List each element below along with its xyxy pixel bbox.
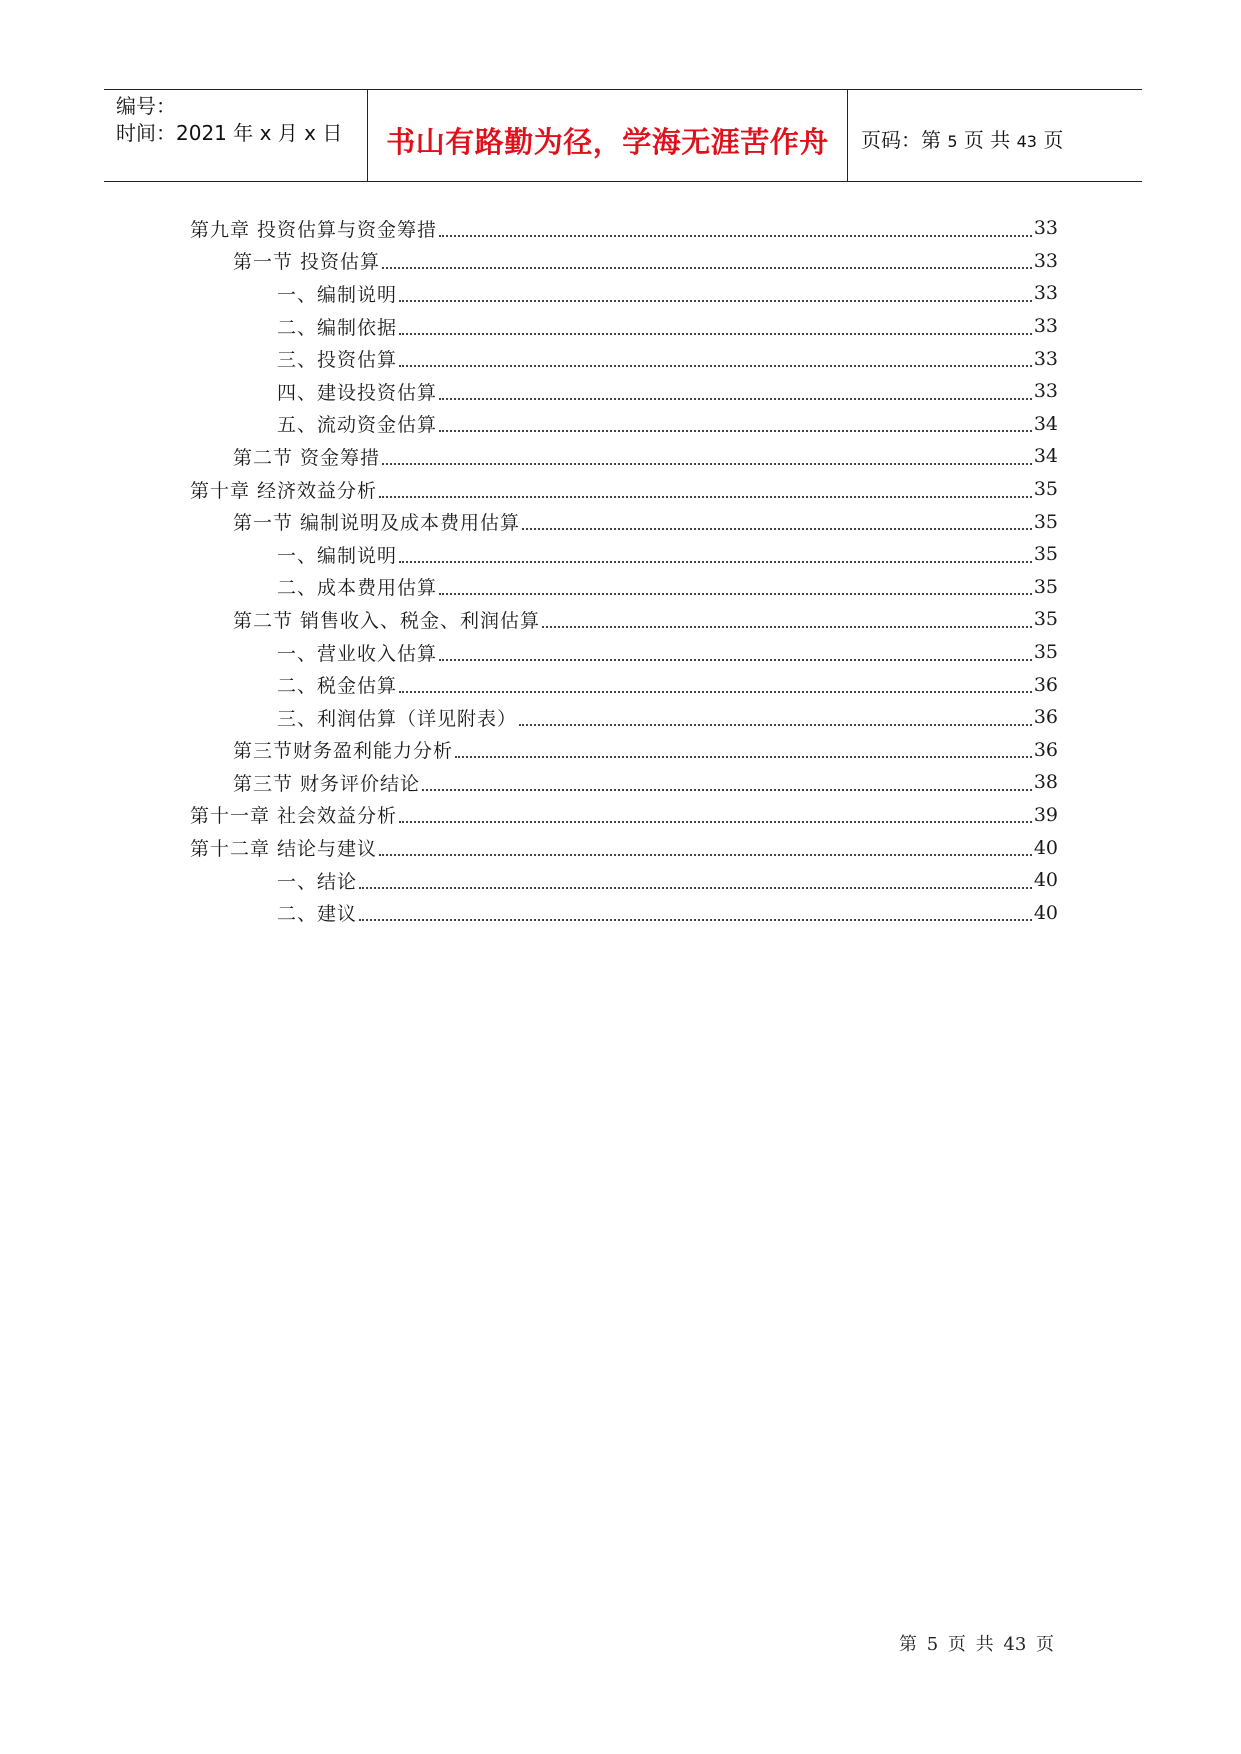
- toc-entry-title: 三、投资估算: [277, 349, 398, 372]
- toc-entry-title: 第十一章 社会效益分析: [190, 805, 398, 828]
- toc-entry[interactable]: [190, 342, 1058, 375]
- toc-entry-page-number: 39: [1033, 803, 1058, 826]
- toc-entry[interactable]: [190, 603, 1058, 636]
- toc-entry[interactable]: [190, 408, 1058, 441]
- toc-entry-title: 二、编制依据: [277, 316, 398, 339]
- toc-dot-leader: [379, 495, 1032, 498]
- toc-dot-leader: [439, 397, 1032, 400]
- toc-entry-page-number: 36: [1033, 673, 1058, 696]
- toc-entry[interactable]: [190, 896, 1058, 929]
- toc-entry-page-number: 35: [1033, 641, 1058, 664]
- toc-dot-leader: [399, 364, 1032, 367]
- document-time-label: 时间：2021 年 x 月 x 日: [116, 121, 343, 145]
- toc-entry[interactable]: [190, 538, 1058, 571]
- toc-entry[interactable]: [190, 734, 1058, 767]
- toc-entry-title: 二、税金估算: [277, 675, 398, 698]
- toc-dot-leader: [399, 560, 1032, 563]
- toc-entry-title: 一、结论: [277, 870, 358, 893]
- page-code-suffix: 页: [1043, 128, 1064, 152]
- toc-entry-page-number: 33: [1033, 282, 1058, 305]
- toc-entry[interactable]: [190, 310, 1058, 343]
- toc-dot-leader: [359, 918, 1032, 921]
- toc-entry[interactable]: [190, 668, 1058, 701]
- toc-dot-leader: [439, 592, 1032, 595]
- page-code-current: 5: [947, 132, 958, 151]
- page-code-prefix: 页码：第: [861, 128, 941, 152]
- header-motto-cell: [368, 90, 848, 181]
- header-motto: 书山有路勤为径，学海无涯苦作舟: [386, 125, 829, 159]
- header-page-code: [861, 124, 1063, 153]
- toc-entry[interactable]: [190, 473, 1058, 506]
- toc-entry-page-number: 35: [1033, 478, 1058, 501]
- toc-dot-leader: [455, 755, 1032, 758]
- toc-entry-page-number: 36: [1033, 738, 1058, 761]
- toc-entry-title: 第二节 资金筹措: [233, 446, 381, 469]
- toc-entry-page-number: 40: [1033, 901, 1058, 924]
- toc-entry[interactable]: [190, 440, 1058, 473]
- toc-entry-title: 第三节 财务评价结论: [233, 772, 421, 795]
- toc-entry-title: 第三节财务盈利能力分析: [233, 740, 454, 763]
- toc-dot-leader: [439, 234, 1032, 237]
- toc-dot-leader: [439, 658, 1032, 661]
- toc-entry-title: 第二节 销售收入、税金、利润估算: [233, 609, 541, 632]
- toc-entry[interactable]: [190, 864, 1058, 897]
- toc-entry[interactable]: [190, 277, 1058, 310]
- toc-entry[interactable]: [190, 701, 1058, 734]
- toc-entry-page-number: 38: [1033, 771, 1058, 794]
- toc-entry[interactable]: [190, 799, 1058, 832]
- toc-entry-title: 第十二章 结论与建议: [190, 838, 378, 861]
- toc-dot-leader: [399, 690, 1032, 693]
- header-meta-cell: [104, 90, 368, 181]
- toc-dot-leader: [379, 853, 1032, 856]
- toc-entry-title: 第九章 投资估算与资金筹措: [190, 218, 438, 241]
- toc-dot-leader: [399, 332, 1032, 335]
- toc-entry-page-number: 33: [1033, 347, 1058, 370]
- toc-entry-title: 五、流动资金估算: [277, 414, 438, 437]
- toc-entry[interactable]: [190, 245, 1058, 278]
- toc-entry-page-number: 33: [1033, 217, 1058, 240]
- header-page-cell: [849, 90, 1142, 181]
- toc-entry-page-number: 35: [1033, 575, 1058, 598]
- toc-entry[interactable]: [190, 571, 1058, 604]
- toc-entry-page-number: 35: [1033, 543, 1058, 566]
- toc-entry-page-number: 34: [1033, 445, 1058, 468]
- toc-entry-title: 第十章 经济效益分析: [190, 479, 378, 502]
- page-footer: 第 5 页 共 43 页: [899, 1634, 1054, 1655]
- toc-dot-leader: [382, 266, 1032, 269]
- toc-dot-leader: [439, 429, 1032, 432]
- toc-entry-title: 四、建设投资估算: [277, 381, 438, 404]
- toc-entry-page-number: 34: [1033, 412, 1058, 435]
- toc-dot-leader: [522, 527, 1032, 530]
- page-code-total: 43: [1016, 132, 1037, 151]
- toc-entry-title: 三、利润估算（详见附表）: [277, 707, 518, 730]
- toc-entry-title: 一、编制说明: [277, 544, 398, 567]
- toc-entry-page-number: 40: [1033, 836, 1058, 859]
- toc-dot-leader: [382, 462, 1032, 465]
- toc-dot-leader: [422, 788, 1032, 791]
- toc-dot-leader: [399, 299, 1032, 302]
- toc-entry[interactable]: [190, 375, 1058, 408]
- page-code-mid: 页 共: [963, 128, 1011, 152]
- toc-entry-title: 第一节 编制说明及成本费用估算: [233, 512, 521, 535]
- toc-dot-leader: [399, 820, 1032, 823]
- toc-entry-title: 第一节 投资估算: [233, 251, 381, 274]
- toc-entry[interactable]: [190, 766, 1058, 799]
- toc-dot-leader: [542, 625, 1032, 628]
- toc-entry[interactable]: [190, 831, 1058, 864]
- toc-entry[interactable]: [190, 636, 1058, 669]
- table-of-contents: [190, 212, 1058, 929]
- toc-entry-page-number: 33: [1033, 315, 1058, 338]
- toc-entry-title: 一、编制说明: [277, 283, 398, 306]
- toc-entry-title: 二、建议: [277, 903, 358, 926]
- document-number-label: 编号：: [116, 94, 176, 118]
- toc-entry[interactable]: [190, 212, 1058, 245]
- toc-entry-page-number: 40: [1033, 869, 1058, 892]
- toc-entry-page-number: 35: [1033, 510, 1058, 533]
- toc-entry-page-number: 36: [1033, 706, 1058, 729]
- toc-entry-page-number: 33: [1033, 249, 1058, 272]
- toc-entry-page-number: 35: [1033, 608, 1058, 631]
- toc-entry[interactable]: [190, 505, 1058, 538]
- toc-entry-page-number: 33: [1033, 380, 1058, 403]
- toc-dot-leader: [519, 723, 1032, 726]
- page-header: [104, 89, 1142, 182]
- toc-entry-title: 二、成本费用估算: [277, 577, 438, 600]
- toc-dot-leader: [359, 886, 1032, 889]
- toc-entry-title: 一、营业收入估算: [277, 642, 438, 665]
